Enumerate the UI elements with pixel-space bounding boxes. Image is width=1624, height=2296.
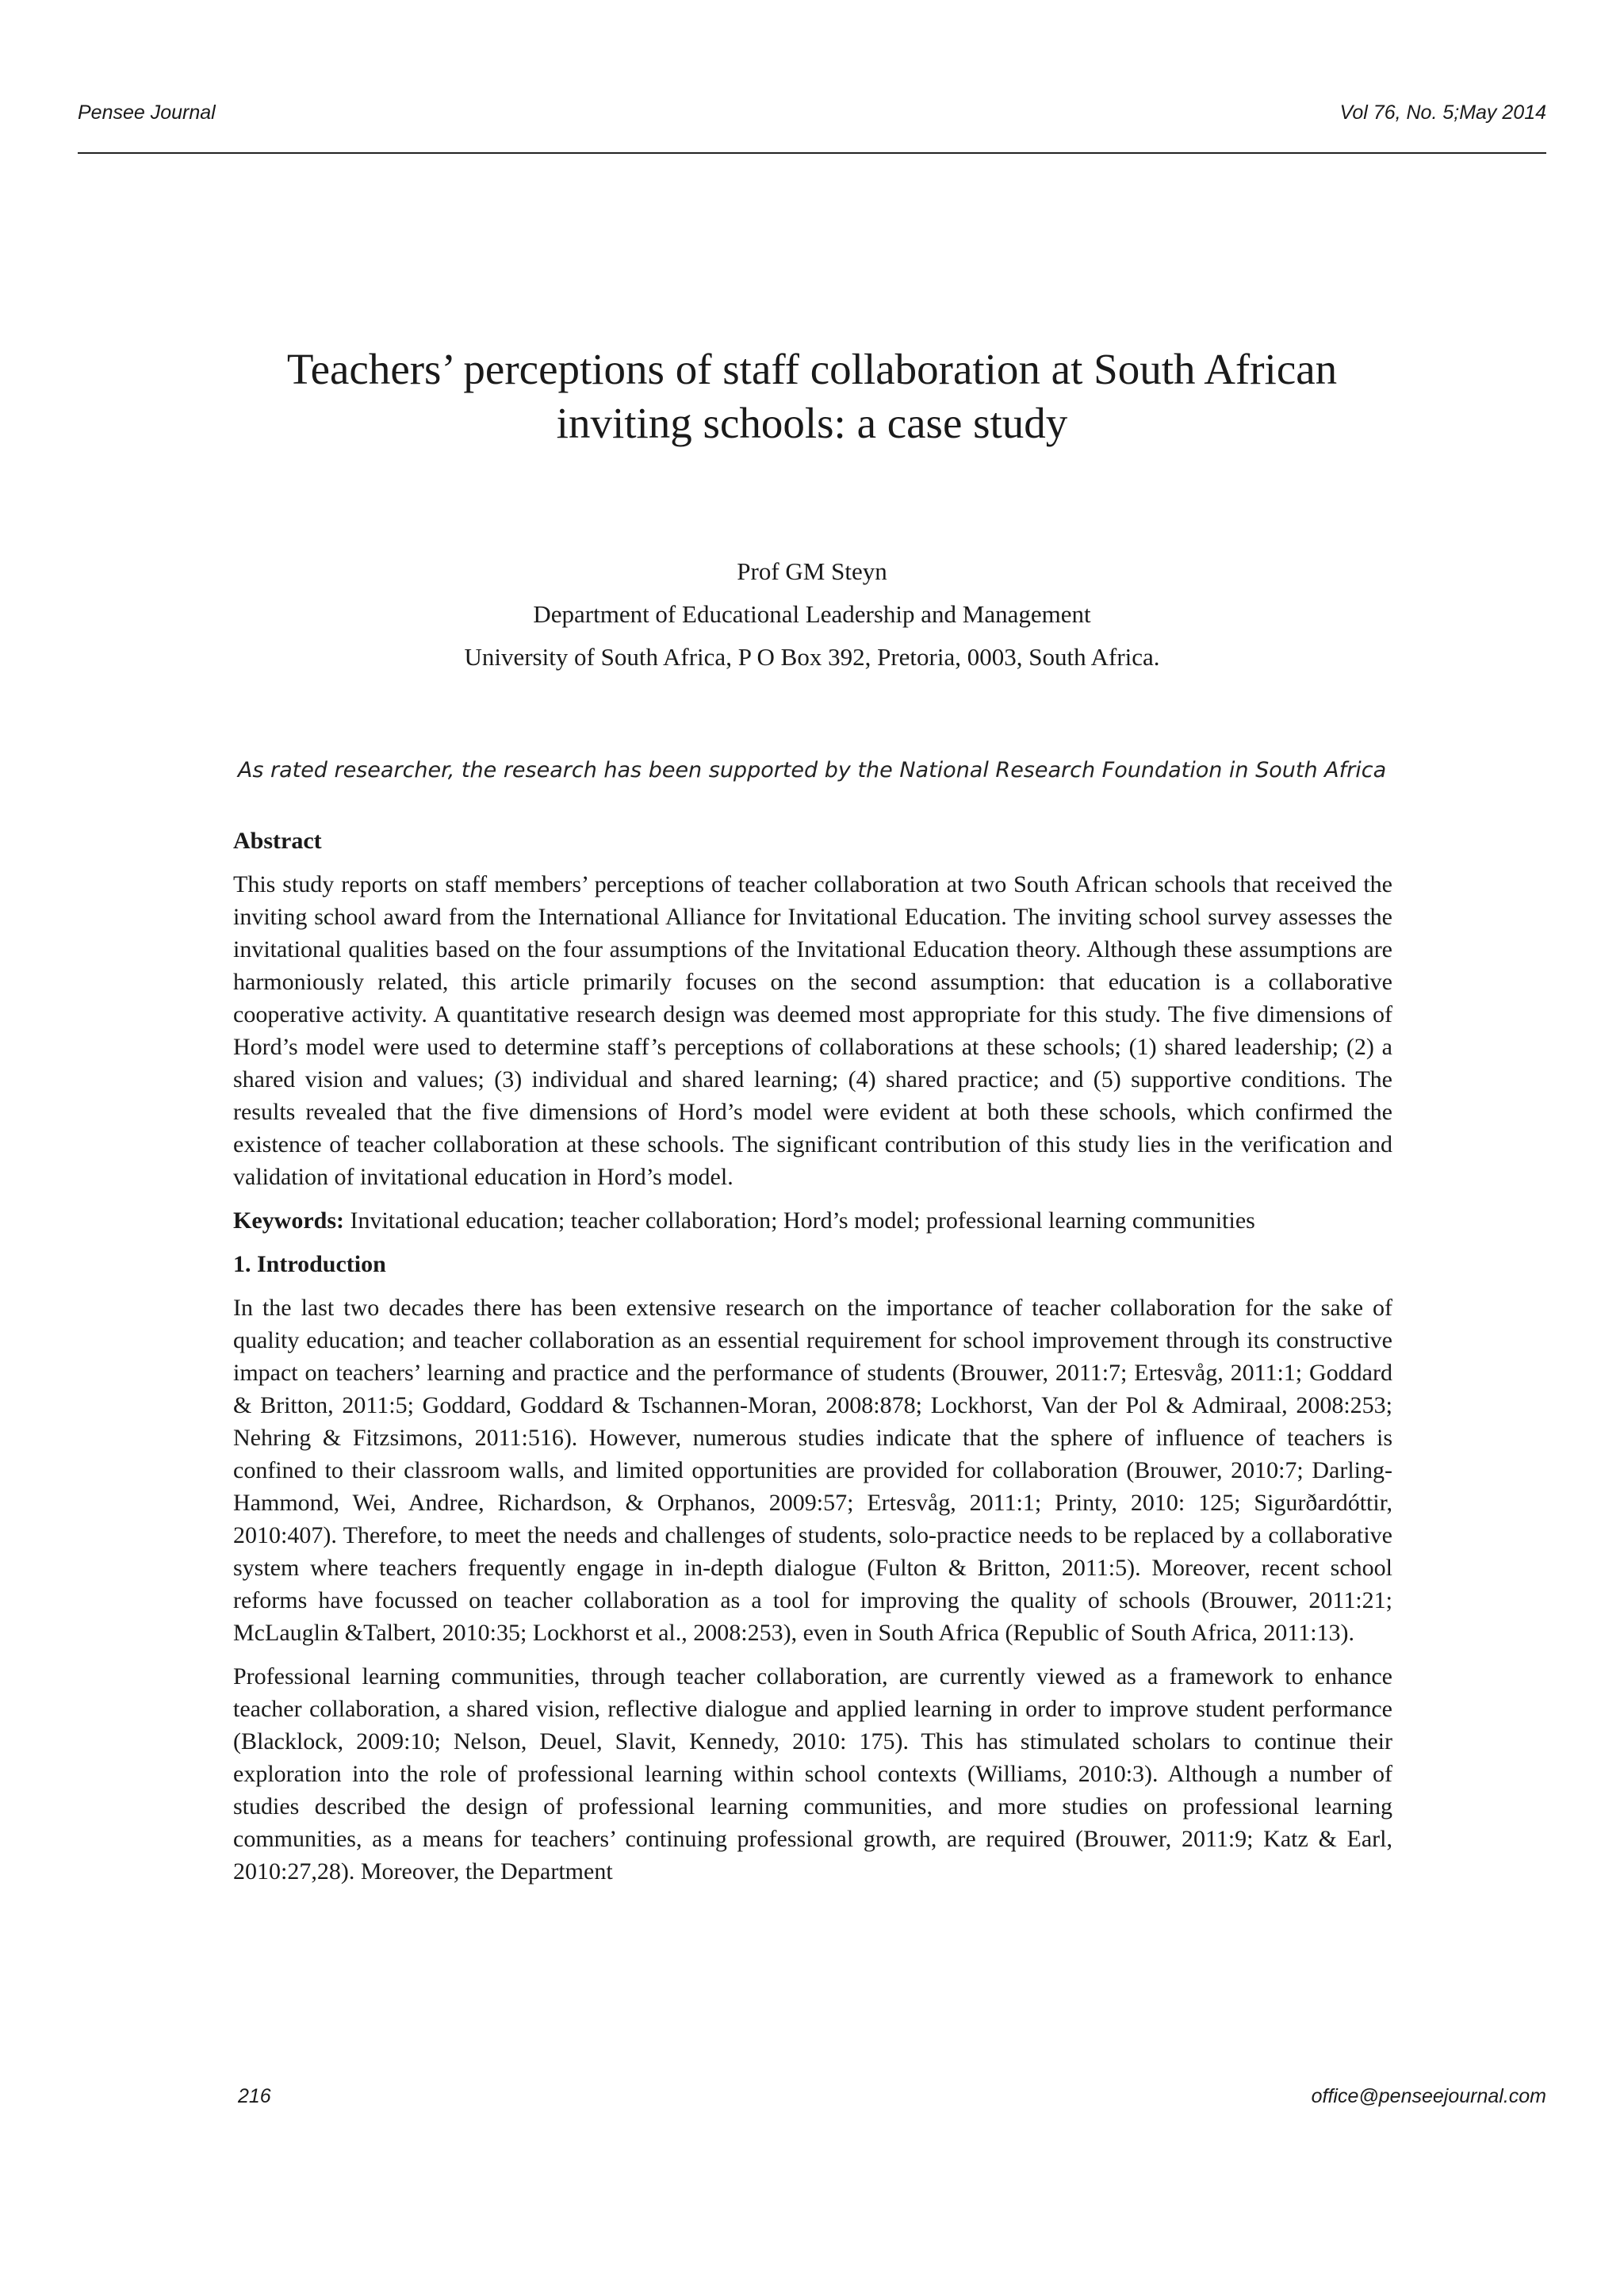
paper-title <box>159 342 1465 450</box>
page-number: 216 <box>238 2085 271 2107</box>
keywords-text: Invitational education; teacher collaboration; Hord’s model; professional learning communities <box>350 1207 1255 1234</box>
author-department: Department of Educational Leadership and Management <box>533 600 1091 628</box>
introduction-paragraph-2: Professional learning communities, through teacher collaboration, are currently viewed as a framework to enhance teacher collaboration, a shared vision, reflective dialogue and applied learning in order to improve student performance (Blacklock, 2009:10; Nelson, Deuel, Slavit, Kennedy, 2010: 175). This has stimulated scholars to continue their exploration into the role of professional learning within school contexts (Williams, 2010:3). Although a number of studies described the design of professional learning communities, and more studies on professional learning communities, as a means for teachers’ continuing professional growth, are required (Brouwer, 2011:9; Katz & Earl, 2010:27,28). Moreover, the Department <box>233 1663 1392 1885</box>
journal-name: Pensee Journal <box>78 101 216 124</box>
header-rule <box>78 152 1546 154</box>
paper-body <box>233 825 1392 1899</box>
introduction-heading: 1. Introduction <box>233 1251 386 1277</box>
keywords-label: Keywords: <box>233 1207 344 1234</box>
funding-note: As rated researcher, the research has been supported by the National Research Foundation in South Africa <box>237 758 1387 783</box>
contact-email: office@penseejournal.com <box>1311 2085 1546 2107</box>
abstract-heading: Abstract <box>233 828 322 854</box>
author-name: Prof GM Steyn <box>737 557 887 585</box>
title-line-2: inviting schools: a case study <box>556 399 1068 447</box>
abstract-text: This study reports on staff members’ perceptions of teacher collaboration at two South African schools that received the inviting school award from the International Alliance for Invitational Education. The inviting school survey assesses the invitational qualities based on the four assumptions of the Invitational Education theory. Although these assumptions are harmoniously related, this article primarily focuses on the second assumption: that education is a collaborative cooperative activity. A quantitative research design was deemed most appropriate for this study. The five dimensions of Hord’s model were used to determine staff’s perceptions of collaborations at these schools; (1) shared leadership; (2) a shared vision and values; (3) individual and shared learning; (4) shared practice; and (5) supportive conditions. The results revealed that the five dimensions of Hord’s model were evident at both these schools, which confirmed the existence of teacher collaboration at these schools. The significant contribution of this study lies in the verification and validation of invitational education in Hord’s model. <box>233 871 1392 1190</box>
keywords <box>233 1204 1392 1237</box>
running-footer <box>238 2085 1546 2108</box>
volume-issue: Vol 76, No. 5;May 2014 <box>1339 101 1546 124</box>
introduction-paragraph-1: In the last two decades there has been extensive research on the importance of teacher collaboration for the sake of quality education; and teacher collaboration as an essential requirement for school improvement through its constructive impact on teachers’ learning and practice and the performance of students (Brouwer, 2011:7; Ertesvåg, 2011:1; Goddard & Britton, 2011:5; Goddard, Goddard & Tschannen-Moran, 2008:878; Lockhorst, Van der Pol & Admiraal, 2008:253; Nehring & Fitzsimons, 2011:516). However, numerous studies indicate that the sphere of influence of teachers is confined to their classroom walls, and limited opportunities are provided for collaboration (Brouwer, 2010:7; Darling-Hammond, Wei, Andree, Richardson, & Orphanos, 2009:57; Ertesvåg, 2011:1; Printy, 2010: 125; Sigurðardóttir, 2010:407). Therefore, to meet the needs and challenges of students, solo-practice needs to be replaced by a collaborative system where teachers frequently engage in in-depth dialogue (Fulton & Britton, 2011:5). Moreover, recent school reforms have focussed on teacher collaboration as a tool for improving the quality of schools (Brouwer, 2011:21; McLauglin &Talbert, 2010:35; Lockhorst et al., 2008:253), even in South Africa (Republic of South Africa, 2011:13). <box>233 1295 1392 1646</box>
author-block <box>159 550 1465 679</box>
running-header <box>78 101 1546 124</box>
title-line-1: Teachers’ perceptions of staff collaboration at South African <box>286 345 1338 393</box>
author-address: University of South Africa, P O Box 392, Pretoria, 0003, South Africa. <box>464 643 1160 671</box>
